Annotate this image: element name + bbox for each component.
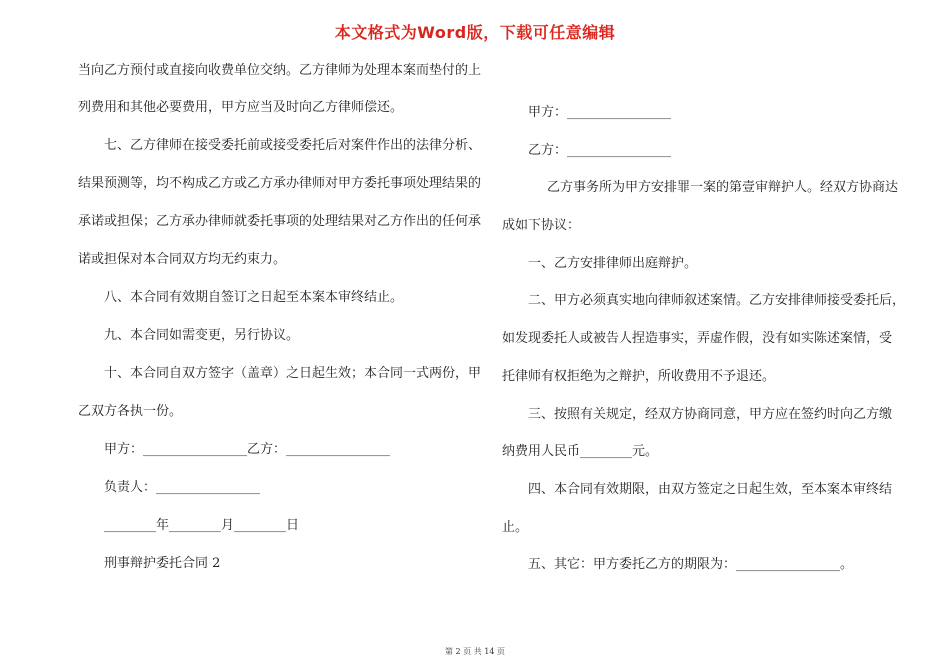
paragraph-line: 五、其它：甲方委托乙方的期限为：________________。	[528, 557, 854, 572]
paragraph-line: 八、本合同有效期自签订之日起至本案本审终结止。	[104, 290, 404, 305]
paragraph-line: 承诺或担保；乙方承办律师就委托事项的处理结果对乙方作出的任何承	[78, 214, 482, 229]
signature-line: 负责人：________________	[104, 480, 261, 495]
paragraph-line: 纳费用人民币________元。	[502, 444, 659, 459]
paragraph-line: 一、乙方安排律师出庭辩护。	[528, 256, 698, 271]
paragraph-line: 九、本合同如需变更，另行协议。	[104, 328, 300, 343]
paragraph-line: 如发现委托人或被告人捏造事实，弄虚作假，没有如实陈述案情，受	[502, 331, 893, 346]
paragraph-line: 止。	[502, 520, 529, 535]
signature-line: 甲方：________________乙方：________________	[104, 442, 391, 457]
paragraph-line: 二、甲方必须真实地向律师叙述案情。乙方安排律师接受委托后，	[528, 293, 906, 308]
page-number: 第 2 页 共 14 页	[445, 647, 505, 656]
paragraph-line: 托律师有权拒绝为之辩护，所收费用不予退还。	[502, 369, 776, 384]
paragraph-line: 乙双方各执一份。	[78, 404, 183, 419]
paragraph-line: 当向乙方预付或直接向收费单位交纳。乙方律师为处理本案而垫付的上	[78, 63, 482, 78]
document-banner: 本文格式为Word版，下载可任意编辑	[334, 23, 616, 42]
paragraph-line: 三、按照有关规定，经双方协商同意，甲方应在签约时向乙方缴	[528, 407, 893, 422]
paragraph-line: 七、乙方律师在接受委托前或接受委托后对案件作出的法律分析、	[104, 138, 482, 153]
signature-line: 甲方：________________	[528, 105, 672, 120]
paragraph-line: 乙方事务所为甲方安排罪一案的第壹审辩护人。经双方协商达	[547, 180, 899, 195]
paragraph-line: 十、本合同自双方签字（盖章）之日起生效；本合同一式两份，甲	[104, 366, 482, 381]
signature-line: 乙方：________________	[528, 143, 672, 158]
section-title: 刑事辩护委托合同 2	[104, 556, 221, 571]
paragraph-line: 列费用和其他必要费用，甲方应当及时向乙方律师偿还。	[78, 100, 404, 115]
paragraph-line: 诺或担保对本合同双方均无约束力。	[78, 252, 287, 267]
date-line: ________年________月________日	[104, 518, 300, 533]
paragraph-line: 结果预测等，均不构成乙方或乙方承办律师对甲方委托事项处理结果的	[78, 176, 482, 191]
paragraph-line: 四、本合同有效期限，由双方签定之日起生效，至本案本审终结	[528, 482, 893, 497]
paragraph-line: 成如下协议：	[502, 218, 581, 233]
